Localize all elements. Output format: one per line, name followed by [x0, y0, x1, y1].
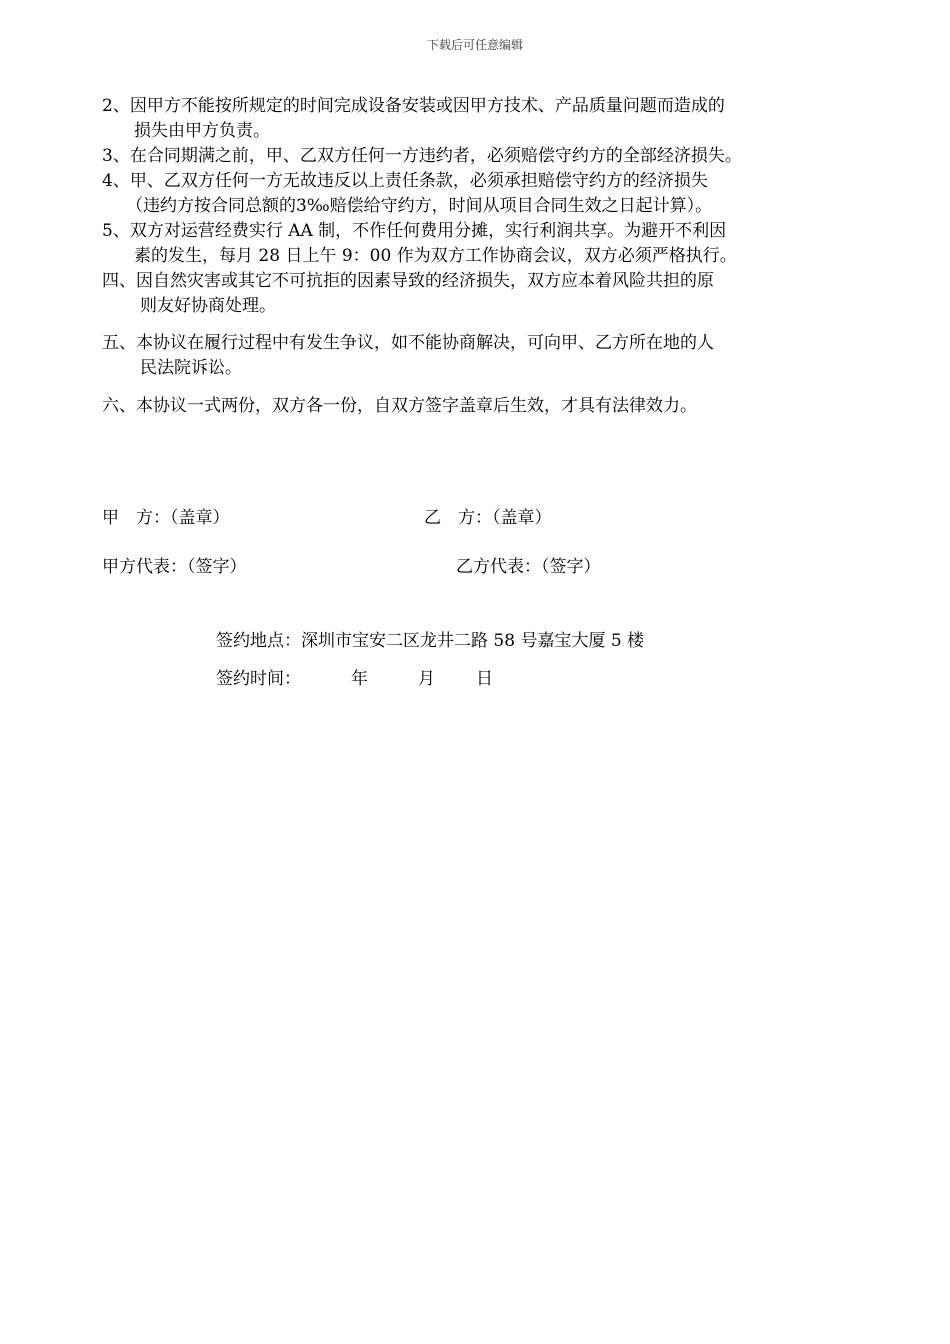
signing-place: 签约地点：深圳市宝安二区龙井二路 58 号嘉宝大厦 5 楼: [216, 631, 645, 651]
party-b-rep-label: 乙方代表：（签字）: [456, 557, 601, 577]
page-header: 下载后可任意编辑: [426, 38, 523, 52]
clause-5-line-1: 5、双方对运营经费实行 AA 制，不作任何费用分摊，实行利润共享。为避开不利因: [102, 221, 727, 241]
party-a-seal-label: 甲 方：（盖章）: [102, 508, 230, 528]
clause-3-line-1: 3、在合同期满之前，甲、乙双方任何一方违约者，必须赔偿守约方的全部经济损失。: [102, 146, 742, 166]
section-5-line-1: 五、本协议在履行过程中有发生争议，如不能协商解决，可向甲、乙方所在地的人: [102, 333, 714, 353]
party-b-seal-label: 乙 方：（盖章）: [424, 508, 552, 528]
section-4-line-1: 四、因自然灾害或其它不可抗拒的因素导致的经济损失，双方应本着风险共担的原: [102, 271, 714, 291]
signing-time-month: 月: [418, 669, 435, 689]
signing-time-day: 日: [476, 669, 493, 689]
party-a-rep-label: 甲方代表：（签字）: [102, 557, 247, 577]
section-5-line-2: 民法院诉讼。: [140, 358, 242, 378]
clause-2-line-1: 2、因甲方不能按所规定的时间完成设备安装或因甲方技术、产品质量问题而造成的: [102, 96, 725, 116]
section-4-line-2: 则友好协商处理。: [140, 296, 276, 316]
signing-time-label: 签约时间：: [216, 669, 301, 689]
clause-4-line-1: 4、甲、乙双方任何一方无故违反以上责任条款，必须承担赔偿守约方的经济损失: [102, 171, 708, 191]
clause-4-line-2: （违约方按合同总额的3‰赔偿给守约方，时间从项目合同生效之日起计算）。: [126, 196, 713, 216]
signing-time-year: 年: [351, 669, 368, 689]
clause-5-line-2: 素的发生，每月 28 日上午 9：00 作为双方工作协商会议，双方必须严格执行。: [134, 246, 737, 266]
clause-2-line-2: 损失由甲方负责。: [134, 121, 270, 141]
section-6-line-1: 六、本协议一式两份，双方各一份，自双方签字盖章后生效，才具有法律效力。: [102, 396, 697, 416]
